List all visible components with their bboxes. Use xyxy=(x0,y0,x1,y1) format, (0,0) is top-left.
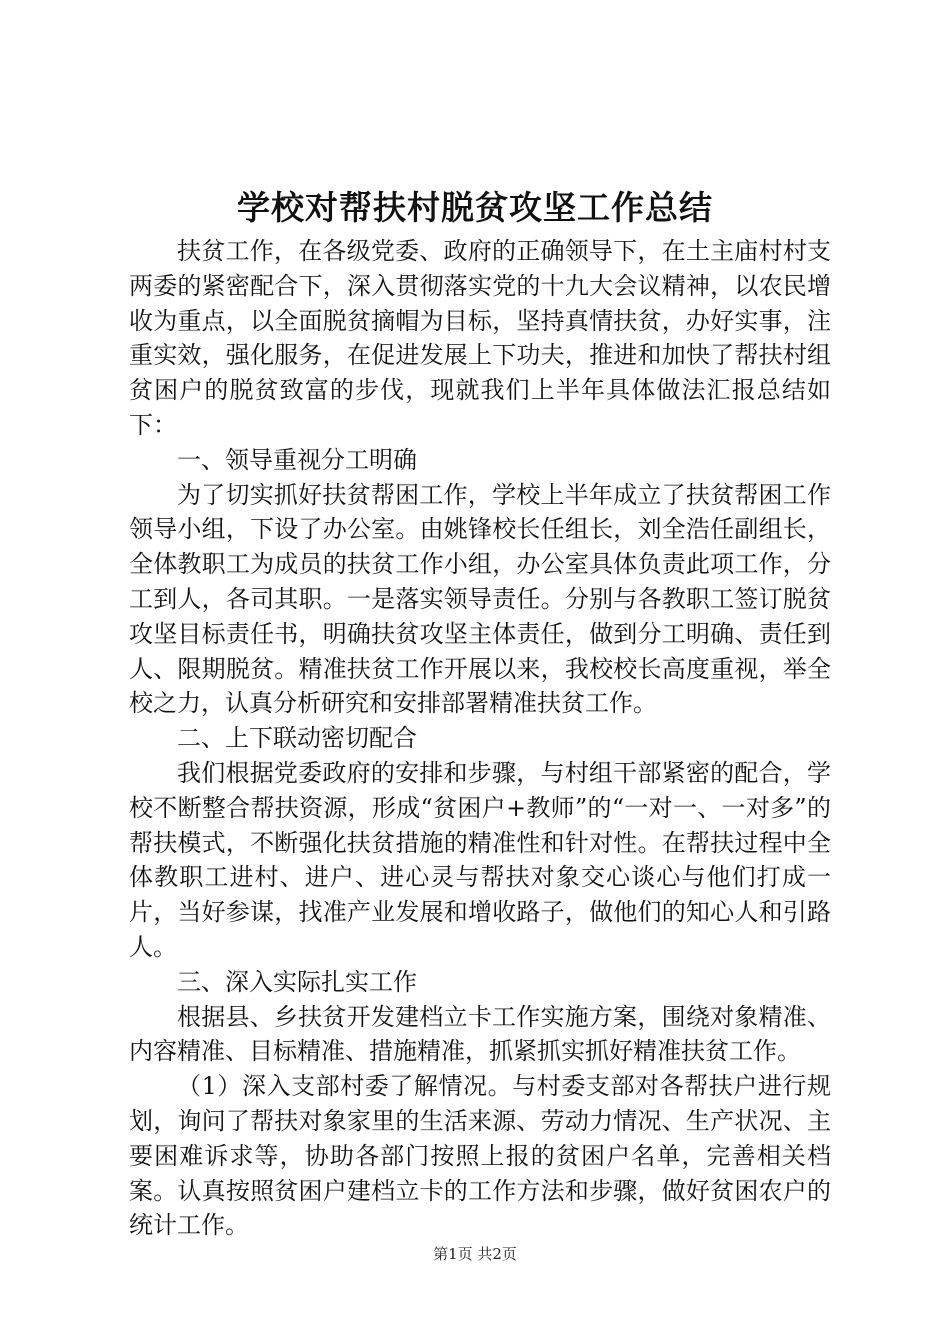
section-heading-1: 一、领导重视分工明确 xyxy=(177,445,417,474)
section-2-paragraph: 我们根据党委政府的安排和步骤，与村组干部紧密的配合，学校不断整合帮扶资源，形成“贫困户+教师”的“一对一、一对多”的帮扶模式，不断强化扶贫措施的精准性和针对性。在帮扶过程中全体教职工进村、进户、进心灵与帮扶对象交心谈心与他们打成一片，当好参谋，找准产业发展和增收路子，做他们的知心人和引路人。 xyxy=(129,758,831,961)
section-heading-3: 三、深入实际扎实工作 xyxy=(177,967,417,996)
intro-paragraph: 扶贫工作，在各级党委、政府的正确领导下，在土主庙村村支两委的紧密配合下，深入贯彻落实党的十九大会议精神，以农民增收为重点，以全面脱贫摘帽为目标，坚持真情扶贫，办好实事，注重实效，强化服务，在促进发展上下功夫，推进和加快了帮扶村组贫困户的脱贫致富的步伐，现就我们上半年具体做法汇报总结如下： xyxy=(129,237,831,439)
page-number-footer: 第1页 共2页 xyxy=(433,1245,517,1263)
document-title: 学校对帮扶村脱贫攻坚工作总结 xyxy=(237,188,713,227)
section-3-item-1-paragraph: （1）深入支部村委了解情况。与村委支部对各帮扶户进行规划，询问了帮扶对象家里的生活来源、劳动力情况、生产状况、主要困难诉求等，协助各部门按照上报的贫困户名单，完善相关档案。认真按照贫困户建档立卡的工作方法和步骤，做好贫困农户的统计工作。 xyxy=(129,1072,831,1240)
document-body xyxy=(129,234,831,1243)
section-1-paragraph: 为了切实抓好扶贫帮困工作，学校上半年成立了扶贫帮困工作领导小组，下设了办公室。由姚锋校长任组长，刘全浩任副组长，全体教职工为成员的扶贫工作小组，办公室具体负责此项工作，分工到人，各司其职。一是落实领导责任。分别与各教职工签订脱贫攻坚目标责任书，明确扶贫攻坚主体责任，做到分工明确、责任到人、限期脱贫。精准扶贫工作开展以来，我校校长高度重视，举全校之力，认真分析研究和安排部署精准扶贫工作。 xyxy=(129,480,831,718)
section-heading-2: 二、上下联动密切配合 xyxy=(177,724,417,753)
section-3-paragraph: 根据县、乡扶贫开发建档立卡工作实施方案，围绕对象精准、内容精准、目标精准、措施精准，抓紧抓实抓好精准扶贫工作。 xyxy=(129,1002,831,1066)
